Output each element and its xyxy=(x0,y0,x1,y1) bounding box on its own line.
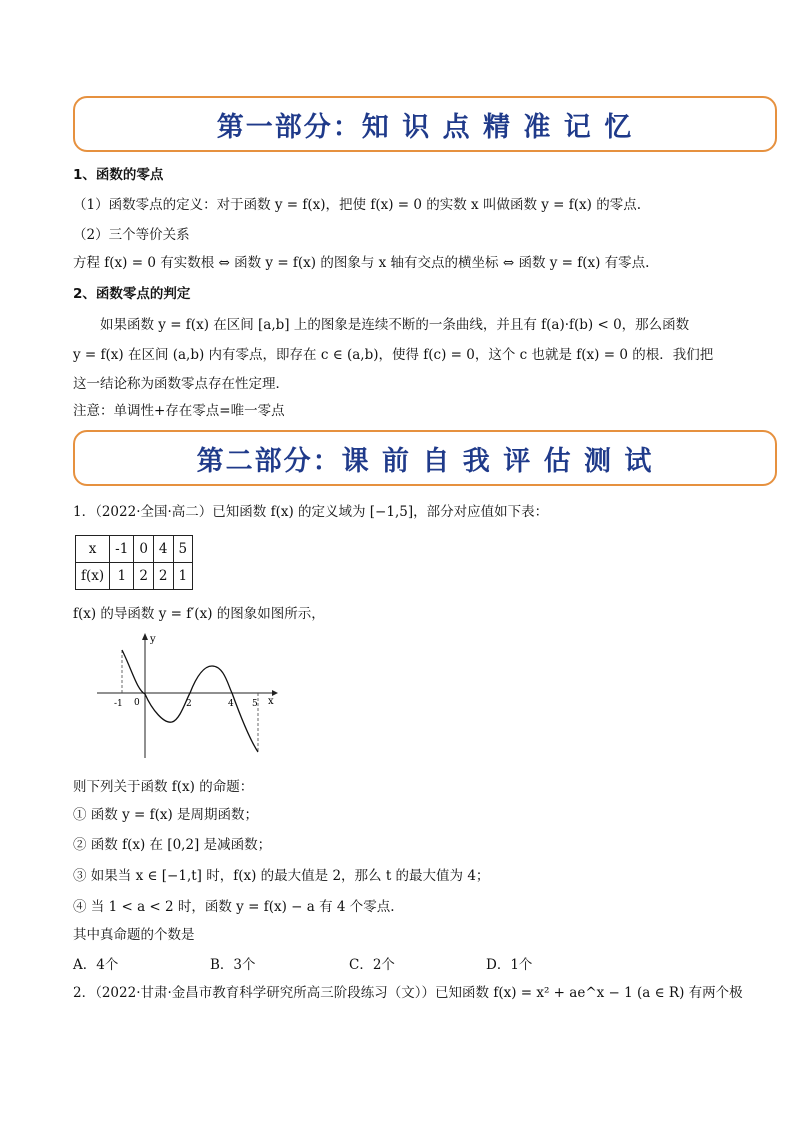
table-cell: 1 xyxy=(173,563,193,590)
table-cell: f(x) xyxy=(76,563,110,590)
table-cell: x xyxy=(76,536,110,563)
sec2-para3: 这一结论称为函数零点存在性定理． xyxy=(73,376,289,392)
part2-banner xyxy=(73,430,777,486)
option-a: A．4个 xyxy=(73,957,119,973)
table-cell: 1 xyxy=(110,563,134,590)
tick-label: 0 xyxy=(134,698,140,708)
part1-title: 第一部分：知 识 点 精 准 记 忆 xyxy=(216,111,634,143)
tick-label: 5 xyxy=(252,699,258,709)
proposition-1: ① 函数 y = f(x) 是周期函数； xyxy=(73,807,259,823)
table-cell: 0 xyxy=(134,536,154,563)
part1-banner xyxy=(73,96,777,152)
sec2-para2: y = f(x) 在区间 (a,b) 内有零点，即存在 c ∈ (a,b)，使得 f(c) = 0，这个 c 也就是 f(x) = 0 的根．我们把 xyxy=(73,347,714,363)
proposition-3: ③ 如果当 x ∈ [−1,t] 时，f(x) 的最大值是 2，那么 t 的最大值为 4； xyxy=(73,868,490,884)
derivative-graph xyxy=(92,630,282,760)
sec1-item2: （2）三个等价关系 xyxy=(73,227,190,243)
y-label: y xyxy=(150,634,156,645)
sec2-heading: 2、函数零点的判定 xyxy=(73,286,191,302)
q1-stem: 1．（2022·全国·高二）已知函数 f(x) 的定义域为 [−1,5]，部分对应值如下表： xyxy=(73,504,549,520)
x-label: x xyxy=(268,696,274,707)
tick-label: 4 xyxy=(228,699,234,709)
option-c: C．2个 xyxy=(349,957,395,973)
graph-caption: f(x) 的导函数 y = f′(x) 的图象如图所示， xyxy=(73,606,325,622)
q1-prompt: 则下列关于函数 f(x) 的命题： xyxy=(73,779,254,795)
option-b: B．3个 xyxy=(210,957,256,973)
table-row xyxy=(76,563,193,590)
table-cell: 4 xyxy=(153,536,173,563)
table-cell: 2 xyxy=(153,563,173,590)
table-cell: 5 xyxy=(173,536,193,563)
tick-label: 2 xyxy=(186,699,192,709)
value-table xyxy=(75,535,193,590)
y-axis-arrow xyxy=(142,633,148,640)
table-row xyxy=(76,536,193,563)
proposition-2: ② 函数 f(x) 在 [0,2] 是减函数； xyxy=(73,837,272,853)
sec1-item1: （1）函数零点的定义：对于函数 y = f(x)，把使 f(x) = 0 的实数 x 叫做函数 y = f(x) 的零点. xyxy=(73,197,641,213)
tick-label: -1 xyxy=(114,699,123,709)
sec1-item3: 方程 f(x) = 0 有实数根 ⇔ 函数 y = f(x) 的图象与 x 轴有交点的横坐标 ⇔ 函数 y = f(x) 有零点. xyxy=(73,255,650,271)
proposition-4: ④ 当 1 < a < 2 时，函数 y = f(x) − a 有 4 个零点. xyxy=(73,899,395,915)
q1-ask: 其中真命题的个数是 xyxy=(73,927,195,943)
table-cell: -1 xyxy=(110,536,134,563)
sec1-heading: 1、函数的零点 xyxy=(73,167,164,183)
part2-title: 第二部分：课 前 自 我 评 估 测 试 xyxy=(196,445,654,477)
q2-stem: 2．（2022·甘肃·金昌市教育科学研究所高三阶段练习（文））已知函数 f(x) = x² + ae^x − 1 (a ∈ R) 有两个极 xyxy=(73,985,743,1001)
option-d: D．1个 xyxy=(486,957,533,973)
sec2-note: 注意：单调性+存在零点=唯一零点 xyxy=(73,403,285,419)
table-cell: 2 xyxy=(134,563,154,590)
sec2-para1: 如果函数 y = f(x) 在区间 [a,b] 上的图象是连续不断的一条曲线，并且有 f(a)·f(b) < 0，那么函数 xyxy=(100,317,690,333)
